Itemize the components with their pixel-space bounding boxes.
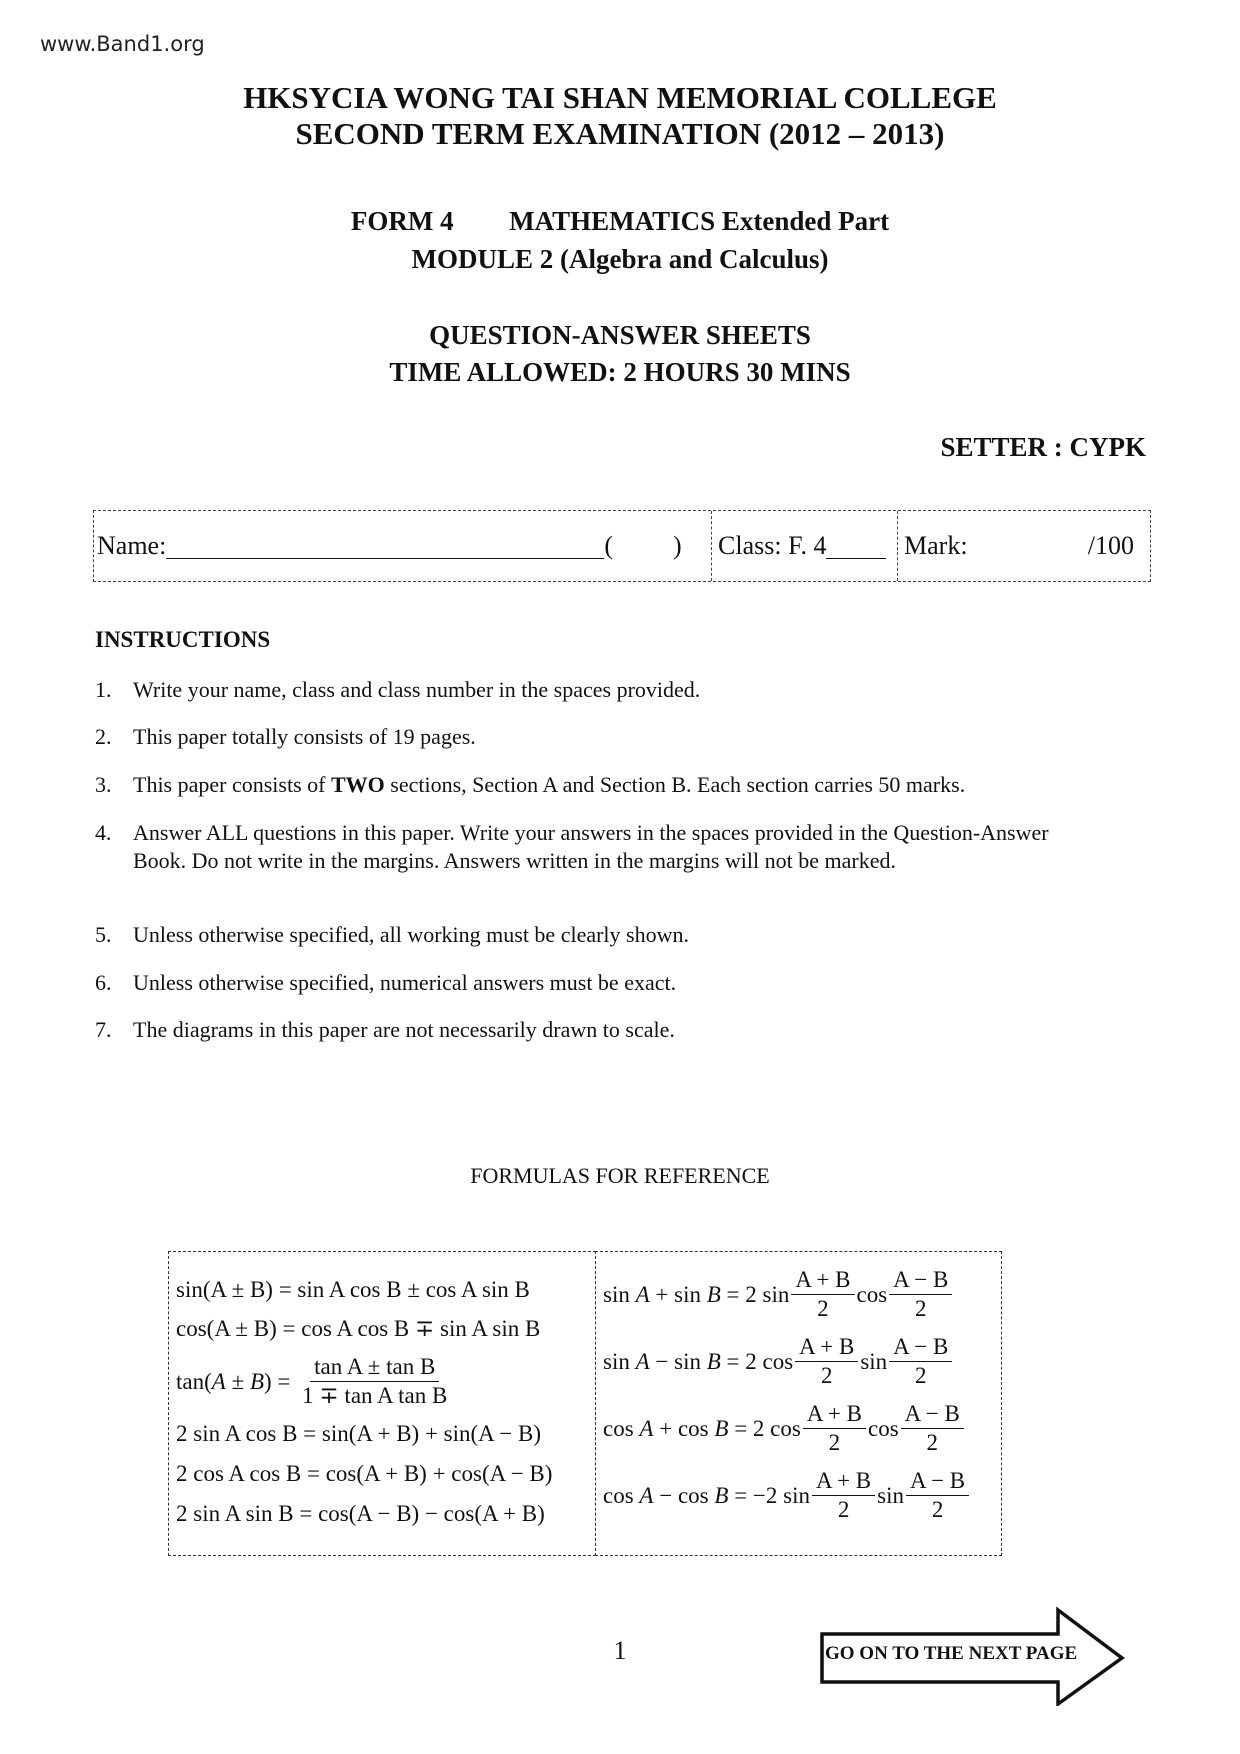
formula-sum-to-product bbox=[603, 1467, 971, 1524]
formula-trig: cos bbox=[856, 1281, 888, 1307]
fraction-denominator: 2 bbox=[828, 1430, 841, 1455]
name-field[interactable] bbox=[97, 511, 682, 581]
subject-label: MATHEMATICS Extended Part bbox=[509, 206, 890, 236]
formula-product-sin-cos: 2 sin A cos B = sin(A + B) + sin(A − B) bbox=[176, 1421, 541, 1446]
watermark: www.Band1.org bbox=[40, 32, 205, 56]
time-allowed: TIME ALLOWED: 2 HOURS 30 MINS bbox=[389, 357, 851, 387]
formula-product-sin-sin: 2 sin A sin B = cos(A − B) − cos(A + B) bbox=[176, 1501, 545, 1526]
divider bbox=[897, 511, 898, 581]
fraction-numerator: A − B bbox=[889, 1333, 952, 1362]
instruction-item bbox=[95, 1016, 1095, 1044]
fraction-numerator: A + B bbox=[803, 1400, 866, 1429]
fraction-numerator: A − B bbox=[889, 1266, 952, 1295]
fraction-denominator: 2 bbox=[915, 1296, 927, 1321]
instruction-text: The diagrams in this paper are not necessarily drawn to scale. bbox=[133, 1017, 675, 1042]
fraction bbox=[889, 1333, 952, 1390]
formula-sum-to-product bbox=[603, 1400, 966, 1457]
formula-lhs: cos A + cos B = 2 cos bbox=[603, 1415, 801, 1441]
formulas-title: FORMULAS FOR REFERENCE bbox=[470, 1163, 770, 1188]
class-label: Class: F. 4 bbox=[718, 531, 827, 560]
instructions-title: INSTRUCTIONS bbox=[95, 627, 271, 652]
fraction-denominator: 2 bbox=[926, 1430, 938, 1455]
formula-sin-sum: sin(A ± B) = sin A cos B ± cos A sin B bbox=[176, 1277, 530, 1302]
name-label: Name: bbox=[97, 531, 167, 560]
fraction-numerator: A + B bbox=[791, 1266, 854, 1295]
formula-lhs: cos A − cos B = −2 sin bbox=[603, 1482, 810, 1508]
fraction-denominator: 2 bbox=[821, 1363, 833, 1388]
fraction bbox=[889, 1266, 952, 1323]
name-blank[interactable] bbox=[166, 534, 604, 559]
instruction-text: Unless otherwise specified, numerical answers must be exact. bbox=[133, 970, 677, 995]
form-subject-line bbox=[0, 206, 1240, 237]
formula-tan-sum bbox=[176, 1353, 453, 1410]
mark-label: Mark: bbox=[904, 531, 968, 560]
page-number: 1 bbox=[613, 1636, 627, 1665]
exam-title: SECOND TERM EXAMINATION (2012 – 2013) bbox=[295, 116, 945, 151]
student-info-box bbox=[93, 510, 1151, 582]
instruction-number: 6. bbox=[95, 970, 112, 995]
instruction-text: Write your name, class and class number in the spaces provided. bbox=[133, 677, 701, 702]
module-title: MODULE 2 (Algebra and Calculus) bbox=[411, 244, 829, 274]
formula-tan-lhs: tan(A ± B) = bbox=[176, 1368, 297, 1394]
instruction-text: Unless otherwise specified, all working must be clearly shown. bbox=[133, 922, 689, 947]
instruction-text: Answer ALL questions in this paper. Write your answers in the spaces provided in the Question-Answer Book. Do not write in the margins. Answers written in the margins will not be marked. bbox=[133, 820, 1049, 873]
formula-product-cos-cos: 2 cos A cos B = cos(A + B) + cos(A − B) bbox=[176, 1461, 553, 1486]
fraction-denominator: 2 bbox=[915, 1363, 927, 1388]
class-number-close: ) bbox=[672, 531, 682, 560]
instruction-number: 7. bbox=[95, 1017, 112, 1042]
class-field[interactable] bbox=[718, 511, 886, 581]
next-page-label: GO ON TO THE NEXT PAGE bbox=[825, 1643, 1078, 1664]
formula-lhs: sin A − sin B = 2 cos bbox=[603, 1348, 794, 1374]
instruction-emphasis: TWO bbox=[330, 772, 385, 797]
instruction-text bbox=[133, 771, 1095, 799]
formula-trig: sin bbox=[860, 1348, 888, 1374]
instruction-number: 3. bbox=[95, 772, 112, 797]
fraction-numerator: A + B bbox=[795, 1333, 858, 1362]
mark-total: /100 bbox=[1087, 531, 1134, 560]
instruction-text-part: This paper consists of bbox=[133, 772, 331, 797]
fraction bbox=[803, 1400, 866, 1457]
formula-sum-to-product bbox=[603, 1266, 954, 1323]
formula-sum-to-product bbox=[603, 1333, 954, 1390]
fraction-denominator: 2 bbox=[817, 1296, 829, 1321]
instruction-number: 4. bbox=[95, 820, 112, 845]
fraction-numerator: A − B bbox=[906, 1467, 969, 1496]
fraction bbox=[901, 1400, 964, 1457]
form-label: FORM 4 bbox=[350, 206, 454, 236]
formula-trig: sin bbox=[877, 1482, 904, 1508]
class-number-open: ( bbox=[604, 531, 613, 560]
fraction bbox=[906, 1467, 969, 1524]
instruction-item bbox=[95, 921, 1095, 949]
next-page-button[interactable] bbox=[820, 1606, 1130, 1706]
instruction-item bbox=[95, 723, 1095, 751]
class-blank[interactable] bbox=[826, 534, 886, 559]
divider bbox=[711, 511, 712, 581]
formula-cos-sum: cos(A ± B) = cos A cos B ∓ sin A sin B bbox=[176, 1316, 541, 1341]
instruction-number: 5. bbox=[95, 922, 112, 947]
formula-lhs: sin A + sin B = 2 sin bbox=[603, 1281, 790, 1307]
fraction-denominator: 2 bbox=[931, 1497, 944, 1522]
instruction-text: This paper totally consists of 19 pages. bbox=[133, 724, 476, 749]
sheet-type: QUESTION-ANSWER SHEETS bbox=[429, 320, 811, 350]
fraction-numerator: tan A ± tan B bbox=[310, 1353, 439, 1382]
school-name: HKSYCIA WONG TAI SHAN MEMORIAL COLLEGE bbox=[243, 80, 997, 115]
instruction-number: 1. bbox=[95, 677, 112, 702]
setter: SETTER : CYPK bbox=[940, 432, 1146, 462]
fraction bbox=[791, 1266, 854, 1323]
fraction-denominator: 1 ∓ tan A tan B bbox=[302, 1383, 448, 1408]
fraction-denominator: 2 bbox=[837, 1497, 850, 1522]
instruction-item bbox=[95, 771, 1095, 799]
fraction bbox=[795, 1333, 858, 1390]
instruction-number: 2. bbox=[95, 724, 112, 749]
instruction-item bbox=[95, 676, 1095, 704]
formula-trig: cos bbox=[867, 1415, 899, 1441]
fraction bbox=[298, 1353, 451, 1410]
instruction-text-part: sections, Section A and Section B. Each section carries 50 marks. bbox=[384, 772, 966, 797]
fraction bbox=[812, 1467, 875, 1524]
fraction-numerator: A + B bbox=[812, 1467, 875, 1496]
fraction-numerator: A − B bbox=[901, 1400, 964, 1429]
instruction-item bbox=[95, 969, 1095, 997]
instruction-item bbox=[95, 819, 1075, 875]
